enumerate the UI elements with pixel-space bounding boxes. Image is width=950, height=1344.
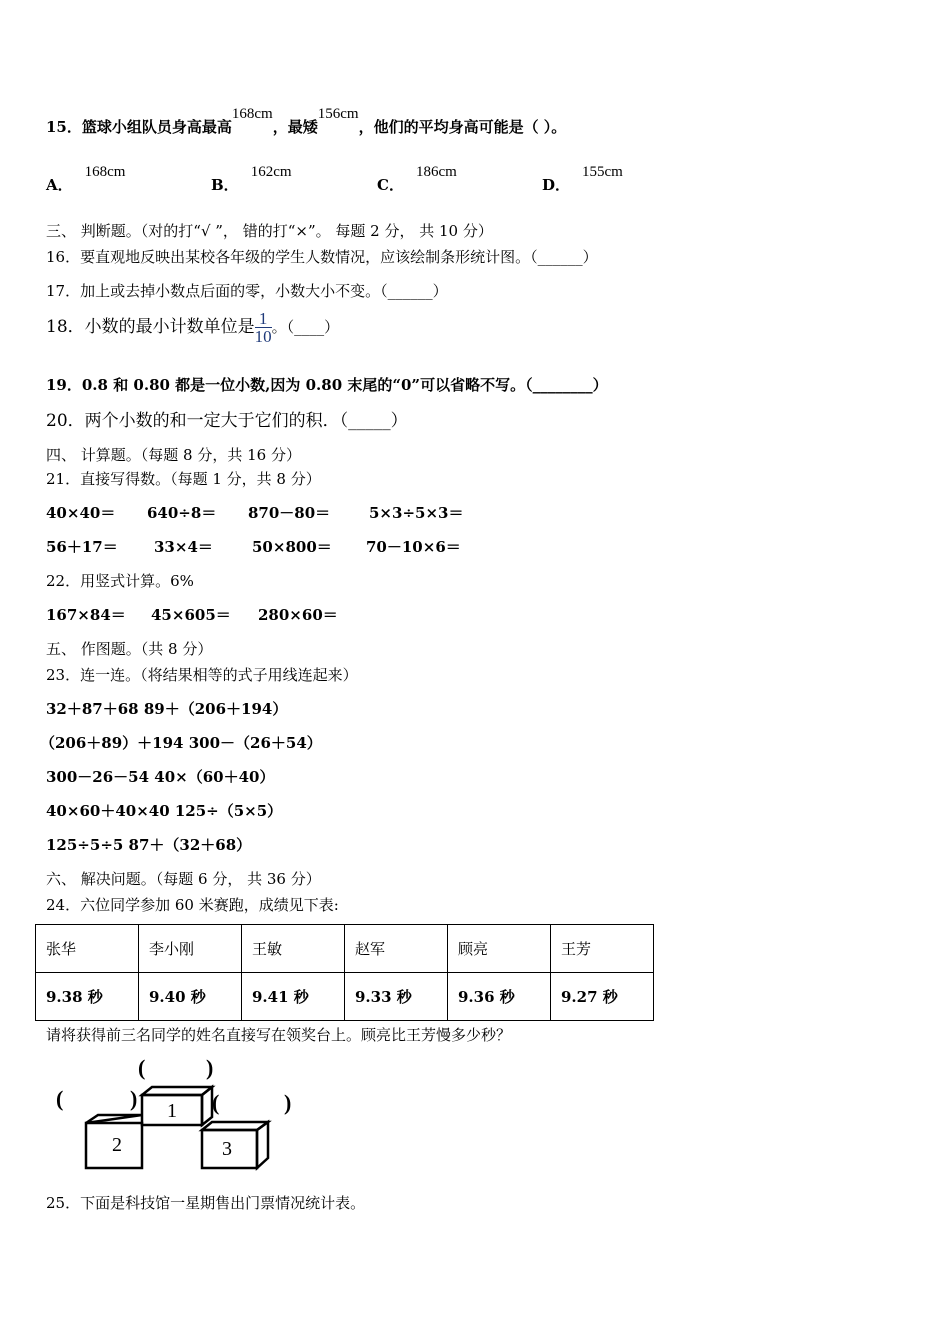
option-letter: C． xyxy=(377,176,404,194)
table-cell-name: 赵军 xyxy=(345,925,448,973)
q25: 25．下面是科技馆一星期售出门票情况统计表。 xyxy=(46,1194,366,1212)
q24: 24．六位同学参加 60 米赛跑，成绩见下表: xyxy=(46,896,339,914)
results-table xyxy=(35,924,654,1021)
paren-open-first: ( xyxy=(138,1055,146,1080)
calc-item: 640÷8＝ xyxy=(147,504,217,522)
option-value: 155cm xyxy=(582,164,623,180)
paren-close-third: ) xyxy=(284,1090,292,1115)
q18 xyxy=(46,310,339,345)
calc-item: 45×605＝ xyxy=(151,606,231,624)
calc-item: 167×84＝ xyxy=(46,606,126,624)
section3-heading: 三、 判断题。（对的打“√ ”， 错的打“×”。 每题 2 分， 共 10 分） xyxy=(46,222,493,240)
pair-1: 32＋87＋68 89＋（206＋194） xyxy=(46,700,288,718)
q22: 22．用竖式计算。6% xyxy=(46,572,194,590)
pair-3: 300－26－54 40×（60＋40） xyxy=(46,768,275,786)
calc-row-3 xyxy=(46,604,338,625)
table-row xyxy=(36,925,654,973)
calc-item: 33×4＝ xyxy=(154,538,213,556)
calc-item: 56＋17＝ xyxy=(46,538,118,556)
q23: 23．连一连。（将结果相等的式子用线连起来） xyxy=(46,666,358,684)
q15-min: 156cm xyxy=(317,106,359,122)
q16: 16．要直观地反映出某校各年级的学生人数情况，应该绘制条形统计图。（______） xyxy=(46,248,598,266)
q17: 17．加上或去掉小数点后面的零，小数大小不变。（______） xyxy=(46,282,448,300)
podium-third-side xyxy=(257,1122,268,1168)
option-value: 168cm xyxy=(84,164,126,180)
table-cell-time: 9.41 秒 xyxy=(242,973,345,1021)
paren-close-first: ) xyxy=(206,1055,214,1080)
option-letter: D． xyxy=(542,176,571,194)
table-cell-name: 王敏 xyxy=(242,925,345,973)
q15-after: ，他们的平均身高可能是（ ）。 xyxy=(358,118,567,136)
q15-option-b xyxy=(211,164,292,195)
option-letter: B． xyxy=(211,176,239,194)
q15-line xyxy=(46,106,567,137)
podium-label-third: 3 xyxy=(222,1138,232,1160)
q18-before: 18．小数的最小计数单位是 xyxy=(46,317,255,337)
pair-5: 125÷5÷5 87＋（32＋68） xyxy=(46,836,252,854)
podium-label-second: 2 xyxy=(112,1134,122,1156)
q20: 20．两个小数的和一定大于它们的积．（_____） xyxy=(46,411,408,431)
podium-label-first: 1 xyxy=(167,1100,177,1122)
section5-heading: 五、 作图题。（共 8 分） xyxy=(46,640,213,658)
q15-option-d xyxy=(542,164,623,195)
section6-heading: 六、 解决问题。（每题 6 分， 共 36 分） xyxy=(46,870,321,888)
q18-after: 。（____） xyxy=(271,318,340,336)
table-cell-time: 9.33 秒 xyxy=(345,973,448,1021)
calc-item: 50×800＝ xyxy=(252,538,332,556)
fraction-numerator: 1 xyxy=(255,310,272,328)
option-letter: A． xyxy=(46,176,73,194)
calc-item: 280×60＝ xyxy=(258,606,338,624)
calc-item: 40×40＝ xyxy=(46,504,116,522)
calc-row-2 xyxy=(46,536,461,557)
q21: 21．直接写得数。（每题 1 分，共 8 分） xyxy=(46,470,321,488)
paren-open-third: ( xyxy=(212,1090,220,1115)
table-cell-name: 顾亮 xyxy=(448,925,551,973)
pair-2: （206＋89）＋194 300－（26＋54） xyxy=(40,734,322,752)
q15-max: 168cm xyxy=(231,106,273,122)
fraction-denominator: 10 xyxy=(254,327,272,346)
table-cell-name: 李小刚 xyxy=(139,925,242,973)
table-cell-time: 9.27 秒 xyxy=(551,973,654,1021)
table-row xyxy=(36,973,654,1021)
section4-heading: 四、 计算题。（每题 8 分，共 16 分） xyxy=(46,446,301,464)
pair-4: 40×60＋40×40 125÷（5×5） xyxy=(46,802,283,820)
calc-item: 5×3÷5×3＝ xyxy=(369,504,464,522)
table-cell-time: 9.38 秒 xyxy=(36,973,139,1021)
q15-option-a xyxy=(46,164,126,195)
table-cell-name: 王芳 xyxy=(551,925,654,973)
podium-diagram xyxy=(50,1052,310,1174)
q15-before: 15．篮球小组队员身高最高 xyxy=(46,118,232,136)
option-value: 162cm xyxy=(250,164,292,180)
q24-ask: 请将获得前三名同学的姓名直接写在领奖台上。顾亮比王芳慢多少秒？ xyxy=(46,1026,512,1044)
calc-item: 870－80＝ xyxy=(248,504,331,522)
calc-row-1 xyxy=(46,502,463,523)
table-cell-time: 9.36 秒 xyxy=(448,973,551,1021)
paren-open-second: ( xyxy=(56,1086,64,1111)
table-cell-time: 9.40 秒 xyxy=(139,973,242,1021)
fraction-one-tenth xyxy=(255,310,272,345)
calc-item: 70－10×6＝ xyxy=(366,538,461,556)
q15-option-c xyxy=(377,164,457,195)
q19: 19．0.8 和 0.80 都是一位小数,因为 0.80 末尾的“0”可以省略不写。（________） xyxy=(46,376,608,394)
table-cell-name: 张华 xyxy=(36,925,139,973)
q15-mid: ，最矮 xyxy=(272,118,318,136)
paren-close-second: ) xyxy=(130,1086,138,1111)
podium-first-side xyxy=(202,1087,212,1125)
option-value: 186cm xyxy=(415,164,457,180)
